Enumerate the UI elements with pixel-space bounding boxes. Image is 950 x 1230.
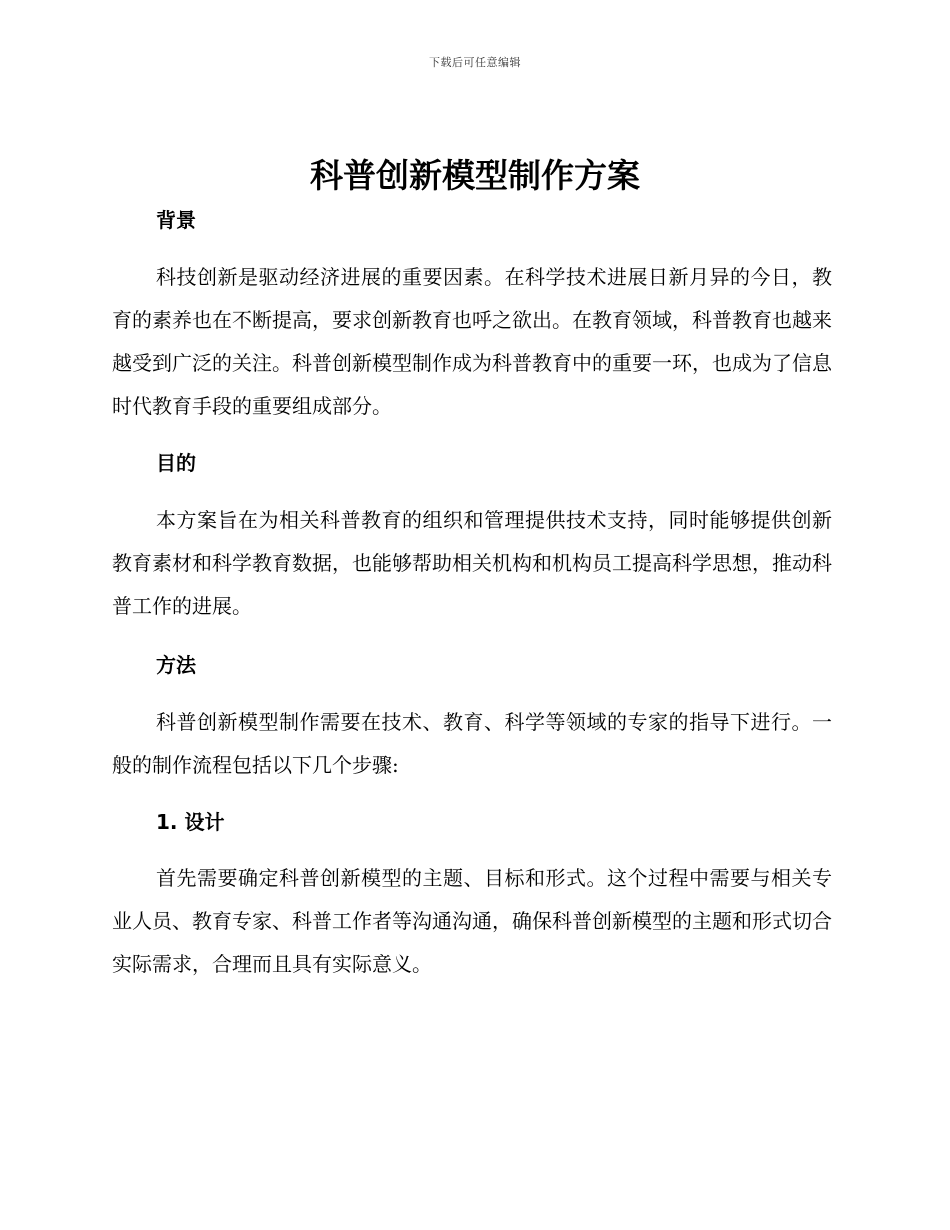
document-title: 科普创新模型制作方案 xyxy=(310,156,640,195)
page-header: 下载后可任意编辑 xyxy=(429,56,521,69)
section-heading-method: 方法 xyxy=(156,653,196,677)
section-paragraph-background: 科技创新是驱动经济进展的重要因素。在科学技术进展日新月异的今日，教育的素养也在不断提高，要求创新教育也呼之欲出。在教育领域，科普教育也越来越受到广泛的关注。科普创新模型制作成为科普教育中的重要一环，也成为了信息时代教育手段的重要组成部分。 xyxy=(112,265,832,418)
section-heading-background: 背景 xyxy=(156,208,196,232)
section-paragraph-goal: 本方案旨在为相关科普教育的组织和管理提供技术支持，同时能够提供创新教育素材和科学教育数据，也能够帮助相关机构和机构员工提高科学思想，推动科普工作的进展。 xyxy=(112,508,832,618)
section-paragraph-method: 科普创新模型制作需要在技术、教育、科学等领域的专家的指导下进行。一般的制作流程包括以下几个步骤: xyxy=(112,710,832,777)
document-body xyxy=(112,203,832,986)
section-heading-design: 1. 设计 xyxy=(156,810,225,834)
section-heading-goal: 目的 xyxy=(156,451,196,475)
section-paragraph-design: 首先需要确定科普创新模型的主题、目标和形式。这个过程中需要与相关专业人员、教育专家、科普工作者等沟通沟通，确保科普创新模型的主题和形式切合实际需求，合理而且具有实际意义。 xyxy=(112,866,832,976)
